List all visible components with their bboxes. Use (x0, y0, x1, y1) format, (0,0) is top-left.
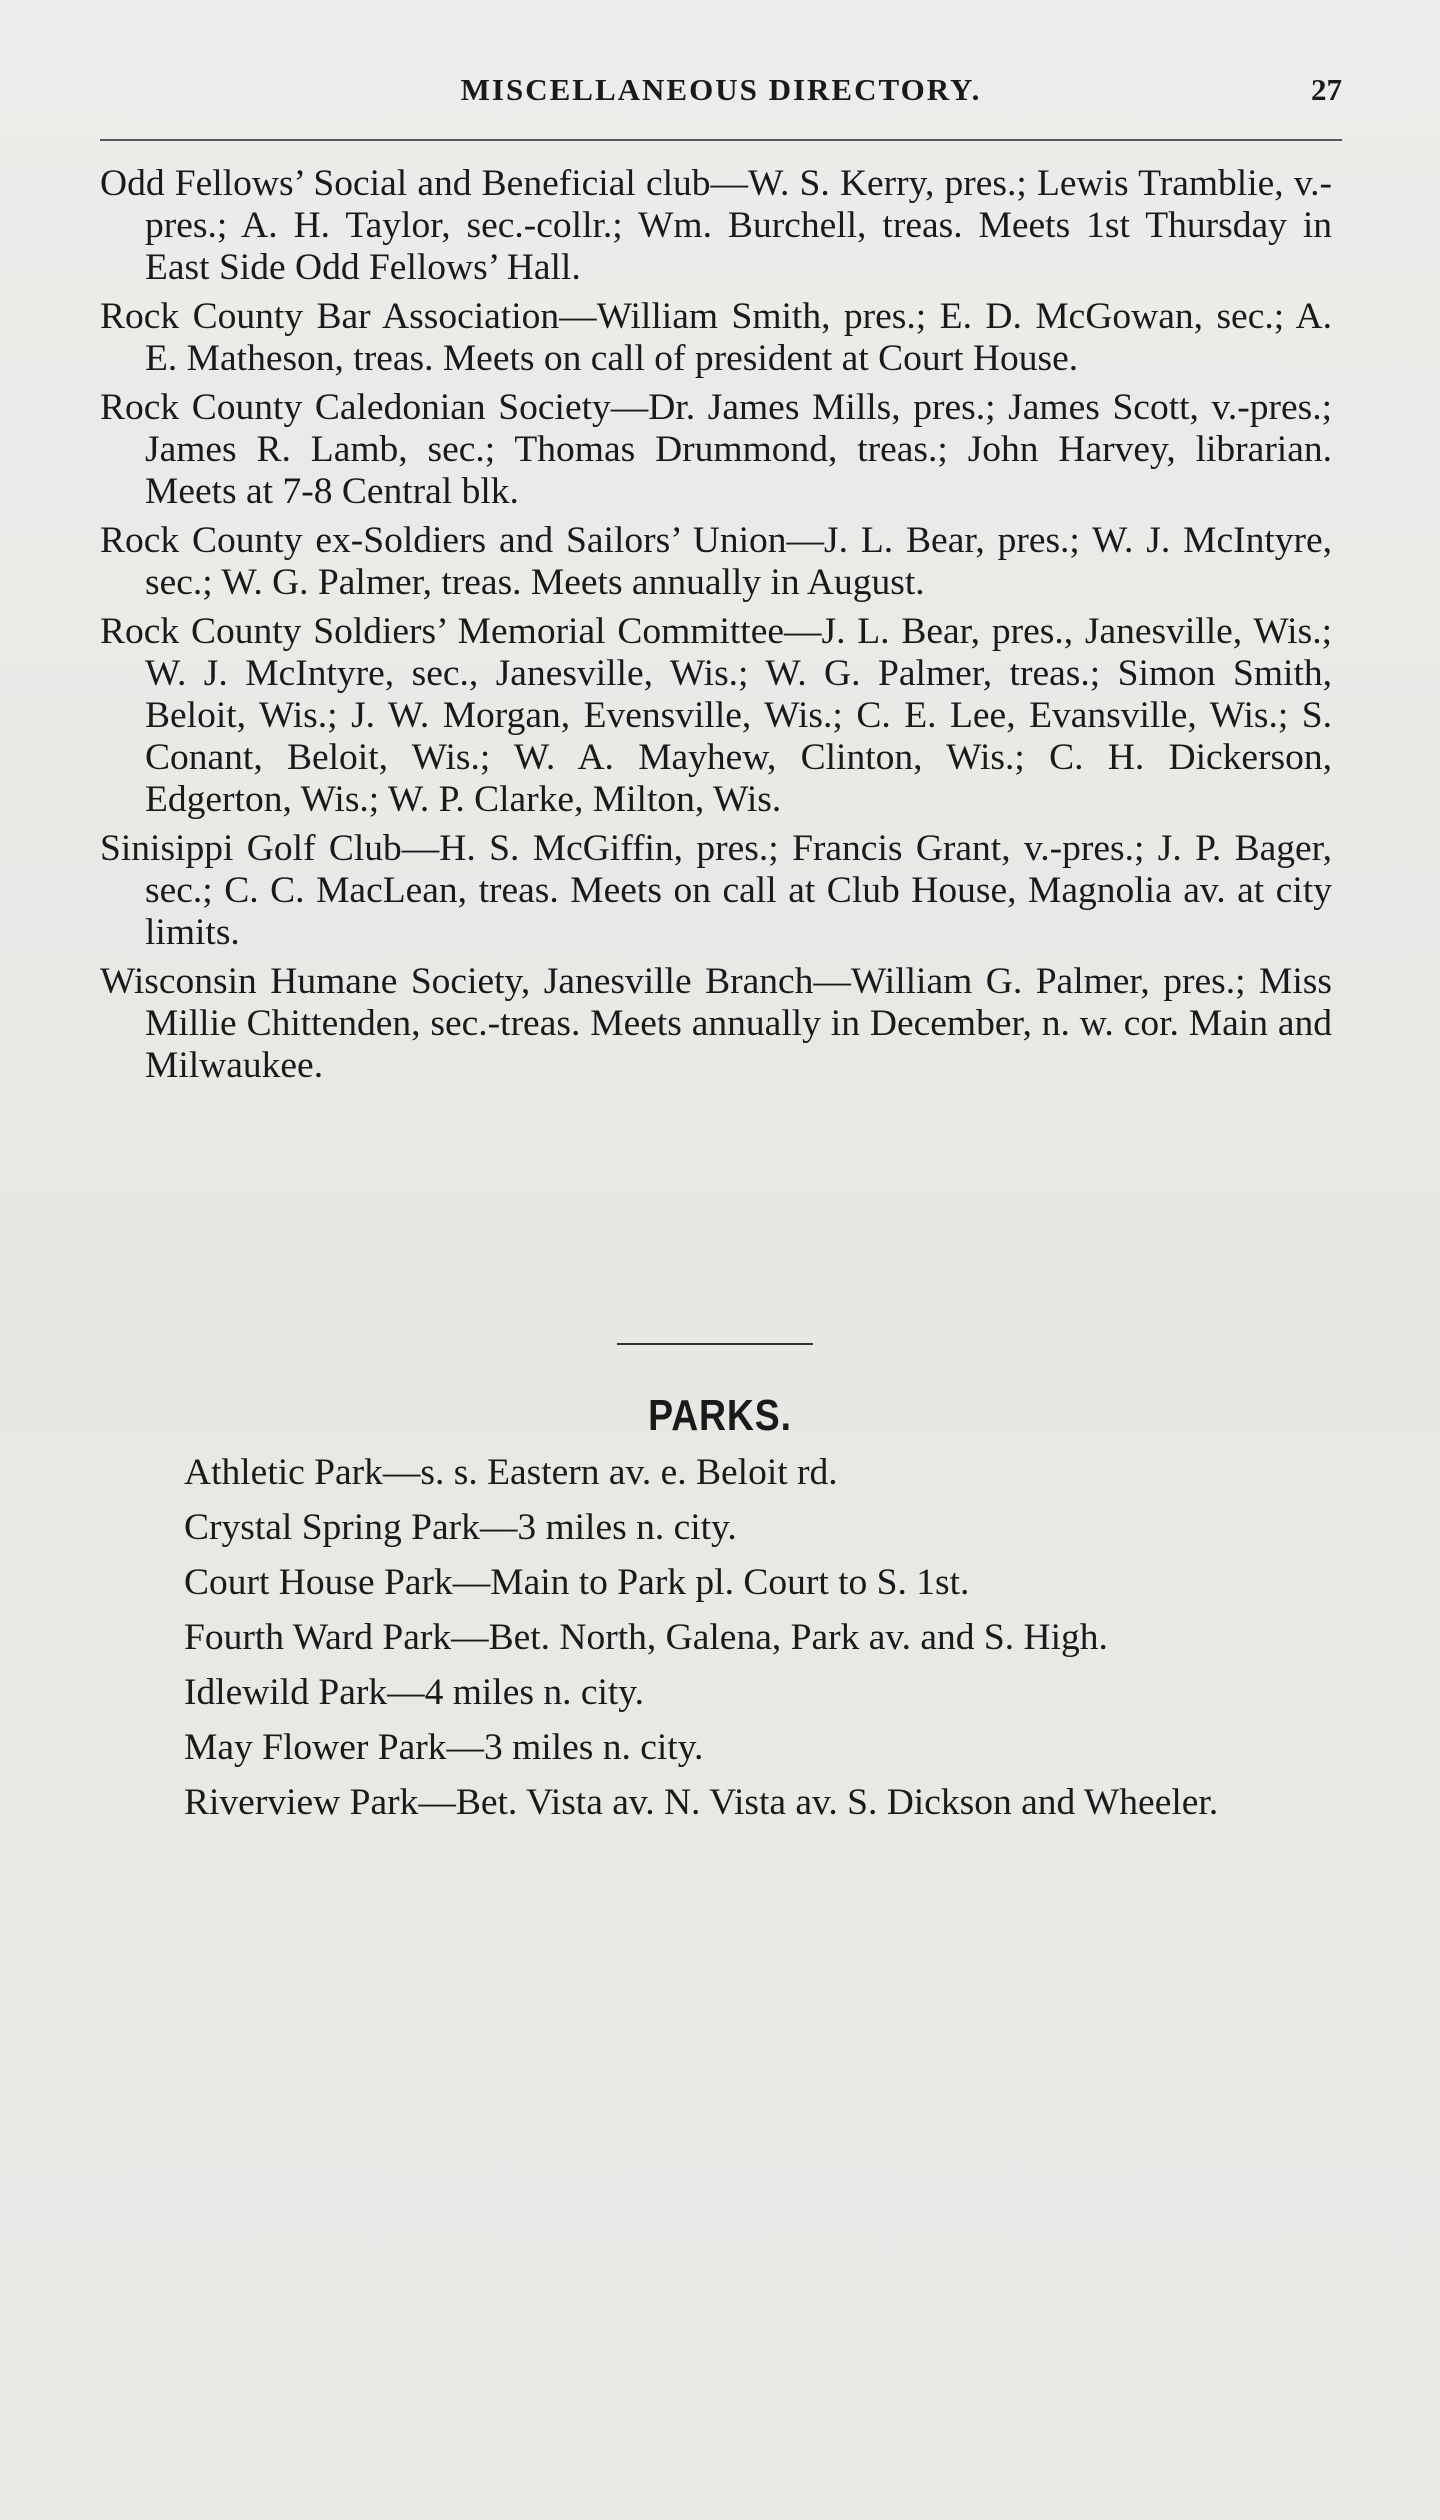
park-entry: Fourth Ward Park—Bet. North, Galena, Park av. and S. High. (184, 1617, 1108, 1658)
running-title: MISCELLANEOUS DIRECTORY. (460, 72, 982, 107)
directory-entry: Sinisippi Golf Club—H. S. McGiffin, pres.; Francis Grant, v.-pres.; J. P. Bager, sec.; C. C. MacLean, treas. Meets on call at Club House, Magnolia av. at city limits. (100, 828, 1332, 953)
park-entry: Crystal Spring Park—3 miles n. city. (184, 1507, 737, 1548)
parks-list (100, 1452, 1332, 1837)
header-rule (100, 139, 1342, 141)
directory-entry: Wisconsin Humane Society, Janesville Branch—William G. Palmer, pres.; Miss Millie Chittenden, sec.-treas. Meets annually in December, n. w. cor. Main and Milwaukee. (100, 961, 1332, 1086)
directory-entry: Odd Fellows’ Social and Beneficial club—W. S. Kerry, pres.; Lewis Tramblie, v.-pres.; A. H. Taylor, sec.-collr.; Wm. Burchell, treas. Meets 1st Thursday in East Side Odd Fellows’ Hall. (100, 163, 1332, 288)
park-entry: Court House Park—Main to Park pl. Court to S. 1st. (184, 1562, 970, 1603)
directory-entries (100, 163, 1332, 1094)
directory-entry: Rock County Bar Association—William Smith, pres.; E. D. McGowan, sec.; A. E. Matheson, treas. Meets on call of president at Court House. (100, 296, 1332, 379)
park-entry: Idlewild Park—4 miles n. city. (184, 1672, 644, 1713)
park-entry: May Flower Park—3 miles n. city. (184, 1727, 704, 1768)
park-entry: Athletic Park—s. s. Eastern av. e. Beloit rd. (184, 1452, 838, 1493)
directory-entry: Rock County Caledonian Society—Dr. James Mills, pres.; James Scott, v.-pres.; James R. Lamb, sec.; Thomas Drummond, treas.; John Harvey, librarian. Meets at 7-8 Central blk. (100, 387, 1332, 512)
running-head (100, 72, 1342, 122)
directory-entry: Rock County ex-Soldiers and Sailors’ Union—J. L. Bear, pres.; W. J. McIntyre, sec.; W. G. Palmer, treas. Meets annually in August. (100, 520, 1332, 603)
page-number: 27 (1311, 72, 1342, 107)
section-divider (617, 1343, 813, 1345)
parks-heading: PARKS. (648, 1391, 792, 1440)
directory-entry: Rock County Soldiers’ Memorial Committee—J. L. Bear, pres., Janesville, Wis.; W. J. McIntyre, sec., Janesville, Wis.; W. G. Palmer, treas.; Simon Smith, Beloit, Wis.; J. W. Morgan, Evensville, Wis.; C. E. Lee, Evansville, Wis.; S. Conant, Beloit, Wis.; W. A. Mayhew, Clinton, Wis.; C. H. Dickerson, Edgerton, Wis.; W. P. Clarke, Milton, Wis. (100, 611, 1332, 820)
park-entry: Riverview Park—Bet. Vista av. N. Vista av. S. Dickson and Wheeler. (184, 1782, 1219, 1823)
